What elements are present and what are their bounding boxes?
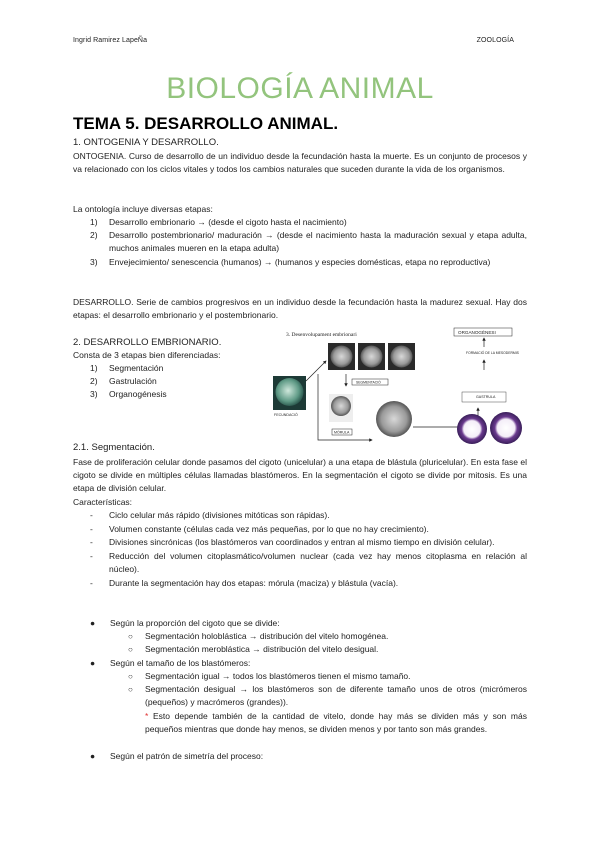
section-2-1-heading: 2.1. Segmentación. <box>73 442 155 453</box>
mesoderm-label: FORMACIÓ DE LA MESODERMIS <box>466 351 519 355</box>
zygote-image <box>276 378 304 406</box>
gastrula-label: GASTRULA <box>476 395 496 399</box>
page-title: BIOLOGÍA ANIMAL <box>166 72 434 105</box>
bullet-proportion: ● Según la proporción del cigoto que se divide: <box>90 618 280 628</box>
list-item: - Ciclo celular más rápido (divisiones mitóticas son rápidas). <box>90 510 330 520</box>
vitelo-note: * Esto depende también de la cantidad de vitelo, donde hay más se dividen más y son más pequeños mientras que donde hay menos, se dividen menos y por tanto son más grandes. <box>145 711 527 735</box>
bullet-size: ● Según el tamaño de los blastómeros: <box>90 658 251 668</box>
bullet-equal: ○ Segmentación igual → todos los blastómeros tienen el mismo tamaño. <box>128 671 411 681</box>
list-item: 2) Gastrulación <box>90 376 157 387</box>
list-item: 2) Desarrollo postembrionario/ maduración → (desde el nacimiento hasta la maduración sexual y etapa adulta, muchos animales mueren en la etapa adulta) <box>90 230 527 254</box>
gastrula-image <box>490 412 522 444</box>
organogenesis-label: ORGANOGÈNESI <box>458 330 496 335</box>
morula-label: MÒRULA <box>334 430 350 435</box>
header-subject: ZOOLOGÍA <box>476 37 514 44</box>
bullet-meroblastic: ○ Segmentación meroblástica → distribución del vitelo desigual. <box>128 644 379 654</box>
bullet-holoblastic: ○ Segmentación holoblástica → distribución del vitelo homogénea. <box>128 631 389 641</box>
list-item: - Reducción del volumen citoplasmático/volumen nuclear (cada vez hay menos citoplasma en relación al núcleo). <box>90 551 527 575</box>
fecundation-label: FECUNDACIÓ <box>274 413 298 417</box>
ontologia-stages <box>90 216 527 269</box>
bullet-symmetry: ● Según el patrón de simetría del proceso: <box>90 751 264 761</box>
list-item: 1) Desarrollo embrionario → (desde el cigoto hasta el nacimiento) <box>90 217 347 227</box>
list-item: 3) Organogénesis <box>90 389 167 400</box>
morula-image <box>331 396 351 416</box>
list-item: 3) Envejecimiento/ senescencia (humanos) → (humanos y especies domésticas, etapa no reproductiva) <box>90 256 491 267</box>
bullet-unequal: ○ Segmentación desigual → los blastómeros son de diferente tamaño unos de otros (micrómeros (pequeños) y macrómeros (grandes)). <box>128 684 527 708</box>
segmentation-paragraph: Fase de proliferación celular donde pasamos del cigoto (unicelular) a una etapa de blástula (pluricelular). En esta fase el cigoto se divide en múltiples células llamadas blastómeros. En la segmentación el cigoto se divide por mitosis. Es una etapa de división celular. <box>73 457 527 494</box>
desarrollo-paragraph: DESARROLLO. Serie de cambios progresivos en un individuo desde la fecundación hasta la madurez sexual. Hay dos etapas: el desarrollo embrionario y el postembrionario. <box>73 297 527 321</box>
blastula-image <box>376 401 412 437</box>
characteristics-list <box>90 509 527 591</box>
list-item: 1) Segmentación <box>90 363 164 373</box>
list-item: - Divisiones sincrónicas (los blastómeros van coordinados y entran al mismo tiempo en división celular). <box>90 537 495 548</box>
ontogenia-paragraph: ONTOGENIA. Curso de desarrollo de un individuo desde la fecundación hasta la muerte. Es un conjunto de procesos y va relacionado con los ciclos vitales y todos los cambios naturales que suceden durante la vida de los organismos. <box>73 151 527 175</box>
two-cell-embryo-image <box>331 346 353 368</box>
characteristics-label: Características: <box>73 497 133 507</box>
section-2-heading: 2. DESARROLLO EMBRIONARIO. <box>73 337 222 348</box>
tema-heading: TEMA 5. DESARROLLO ANIMAL. <box>73 114 339 133</box>
arrow-icon <box>306 361 326 381</box>
four-cell-embryo-image <box>361 346 383 368</box>
ontologia-intro: La ontología incluye diversas etapas: <box>73 204 213 214</box>
gastrula-image <box>457 414 487 444</box>
header-author: Ingrid Ramirez LapeÑa <box>73 37 148 44</box>
segmentation-label: SEGMENTACIÓ <box>356 380 381 385</box>
section-2-intro: Consta de 3 etapas bien diferenciadas: <box>73 350 221 360</box>
diagram-title: 3. Desenvolupament embrionari <box>286 332 357 338</box>
embryonic-stages <box>90 362 260 402</box>
list-item: - Volumen constante (células cada vez más pequeñas, por lo que no hay crecimiento). <box>90 523 429 534</box>
eight-cell-embryo-image <box>391 346 413 368</box>
section-1-heading: 1. ONTOGENIA Y DESARROLLO. <box>73 137 219 148</box>
embryo-development-diagram <box>272 326 527 448</box>
list-item: - Durante la segmentación hay dos etapas: mórula (maciza) y blástula (vacía). <box>90 578 399 589</box>
